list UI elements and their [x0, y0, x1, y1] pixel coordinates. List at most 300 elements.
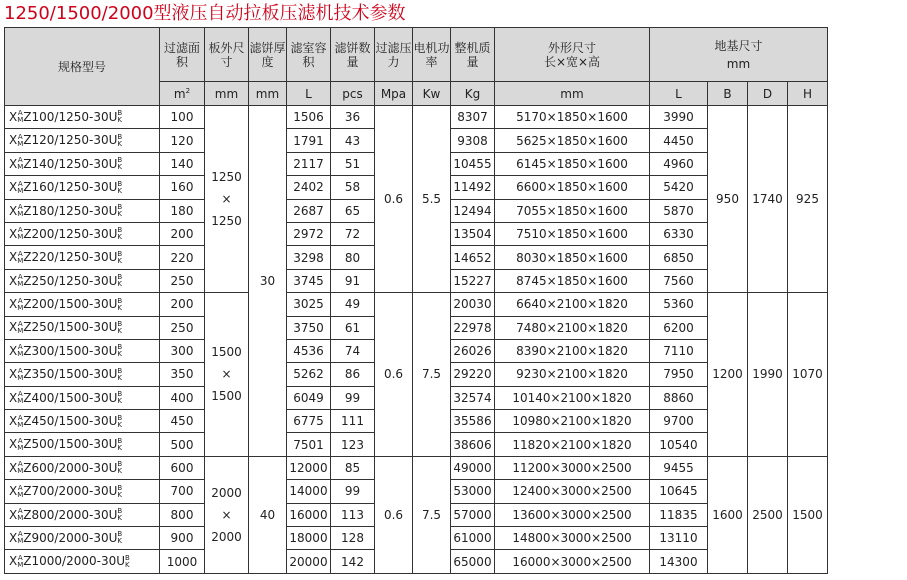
model-cell: [5, 222, 160, 245]
model-prefix: X: [9, 273, 18, 288]
model-suffix-sup: B: [117, 203, 123, 211]
model-suffix-sub: K: [117, 186, 122, 195]
model-suffix-marks: [117, 485, 122, 499]
cake-thickness-cell: 40: [249, 456, 287, 573]
weight-cell: 11492: [451, 176, 495, 199]
dims-cell: 6640×2100×1820: [495, 293, 650, 316]
model-suffix-sup: B: [117, 156, 123, 165]
model-prefix: X: [9, 320, 18, 335]
dims-cell: 14800×3000×2500: [495, 527, 650, 550]
header-model: 规格型号: [5, 28, 160, 106]
model-cell: [5, 480, 160, 503]
model-code: Z400/1500-30: [23, 390, 109, 405]
header-foundation-unit: mm: [726, 56, 751, 71]
weight-cell: 9308: [451, 129, 495, 152]
foundation-l-cell: 7560: [650, 269, 708, 292]
model-prefix-sub: M: [17, 139, 24, 148]
model-code: Z450/1500-30: [23, 414, 109, 429]
model-prefix: X: [9, 414, 18, 429]
header-weight: 整机质量: [451, 28, 495, 82]
model-prefix: X: [9, 203, 18, 218]
model-suffix: U: [108, 507, 118, 522]
weight-cell: 26026: [451, 339, 495, 362]
foundation-l-cell: 5360: [650, 293, 708, 316]
model-code: Z220/1250-30: [23, 250, 109, 265]
header-foundation-b: B: [708, 82, 748, 106]
cake-count-cell: 123: [331, 433, 375, 456]
model-suffix-marks: [125, 555, 130, 569]
area-cell: 120: [160, 129, 205, 152]
dims-cell: 6600×1850×1600: [495, 176, 650, 199]
model-suffix-sup: B: [117, 460, 123, 469]
model-suffix: U: [108, 460, 118, 475]
model-suffix-marks: [117, 251, 122, 265]
model-suffix-sub: K: [117, 139, 122, 148]
cake-count-cell: 111: [331, 410, 375, 433]
model-prefix: X: [9, 367, 18, 382]
model-suffix: U: [108, 273, 118, 288]
model-suffix-sub: K: [117, 163, 122, 172]
model-cell: [5, 550, 160, 573]
model-prefix: X: [9, 250, 18, 265]
foundation-l-cell: 7950: [650, 363, 708, 386]
volume-cell: 18000: [287, 527, 331, 550]
table-row: [5, 106, 828, 129]
model-prefix-sup: A: [17, 436, 23, 445]
cake-count-cell: 80: [331, 246, 375, 269]
plate-size-part: ×: [221, 192, 232, 207]
dims-cell: 7055×1850×1600: [495, 199, 650, 222]
model-prefix-sup: A: [17, 507, 23, 516]
model-code: Z1000/2000-30: [23, 554, 117, 569]
plate-size-stack: [211, 166, 242, 232]
model-cell: [5, 246, 160, 269]
table-header: [5, 28, 828, 106]
area-cell: 100: [160, 106, 205, 129]
model-suffix-sup: B: [117, 366, 123, 375]
model-suffix-sub: K: [117, 233, 122, 242]
cake-count-cell: 85: [331, 456, 375, 479]
model-prefix-sup: A: [17, 553, 23, 562]
area-cell: 800: [160, 503, 205, 526]
weight-cell: 20030: [451, 293, 495, 316]
unit-volume: L: [287, 82, 331, 106]
cake-count-cell: 43: [331, 129, 375, 152]
unit-plate: mm: [205, 82, 249, 106]
area-cell: 180: [160, 199, 205, 222]
model-code: Z180/1250-30: [23, 203, 109, 218]
cake-count-cell: 58: [331, 176, 375, 199]
model-suffix-sup: B: [117, 413, 123, 422]
weight-cell: 14652: [451, 246, 495, 269]
model-suffix-sub: K: [117, 303, 122, 312]
dims-cell: 12400×3000×2500: [495, 480, 650, 503]
cake-count-cell: 72: [331, 222, 375, 245]
model-suffix-marks: [117, 204, 122, 218]
model-suffix: U: [108, 180, 118, 195]
model-prefix-sup: A: [17, 132, 23, 141]
model-code: Z800/2000-30: [23, 507, 109, 522]
cake-thickness-cell: 30: [249, 106, 287, 457]
dims-cell: 8030×1850×1600: [495, 246, 650, 269]
cake-count-cell: 128: [331, 527, 375, 550]
model-code: Z350/1500-30: [23, 367, 109, 382]
model-suffix-sub: K: [117, 537, 122, 546]
model-cell: [5, 152, 160, 175]
model-prefix: X: [9, 297, 18, 312]
volume-cell: 4536: [287, 339, 331, 362]
model-prefix-sub: M: [17, 116, 24, 125]
volume-cell: 2972: [287, 222, 331, 245]
plate-size-part: 2000: [211, 485, 242, 500]
model-suffix: U: [108, 226, 118, 241]
model-prefix-sub: M: [17, 514, 24, 523]
model-cell: [5, 269, 160, 292]
power-cell: 7.5: [413, 293, 451, 457]
foundation-d-cell: 1990: [748, 293, 788, 457]
unit-area-exp: 2: [185, 86, 191, 95]
model-prefix-sup: A: [17, 249, 23, 258]
model-prefix-sup: A: [17, 273, 23, 282]
model-cell: [5, 527, 160, 550]
volume-cell: 6775: [287, 410, 331, 433]
foundation-l-cell: 8860: [650, 386, 708, 409]
plate-size-part: ×: [221, 367, 232, 382]
dims-cell: 6145×1850×1600: [495, 152, 650, 175]
spec-table: [4, 27, 828, 574]
foundation-l-cell: 9700: [650, 410, 708, 433]
model-suffix-marks: [117, 227, 122, 241]
model-suffix-sup: B: [117, 483, 123, 492]
cake-count-cell: 91: [331, 269, 375, 292]
dims-cell: 8745×1850×1600: [495, 269, 650, 292]
model-prefix-sub: M: [17, 186, 24, 195]
dims-cell: 11200×3000×2500: [495, 456, 650, 479]
model-prefix: X: [9, 554, 18, 569]
plate-size-cell: [205, 293, 249, 457]
weight-cell: 65000: [451, 550, 495, 573]
model-prefix: X: [9, 530, 18, 545]
model-prefix-sup: A: [17, 390, 23, 399]
header-dims: [495, 28, 650, 82]
plate-size-part: ×: [221, 507, 232, 522]
model-suffix-sup: B: [117, 179, 123, 188]
model-prefix-sup: A: [17, 226, 23, 235]
area-cell: 1000: [160, 550, 205, 573]
model-prefix-sup: A: [17, 319, 23, 328]
foundation-l-cell: 10540: [650, 433, 708, 456]
volume-cell: 2687: [287, 199, 331, 222]
unit-cake: mm: [249, 82, 287, 106]
table-row: [5, 456, 828, 479]
model-cell: [5, 503, 160, 526]
model-suffix-marks: [117, 461, 122, 475]
model-suffix: U: [108, 109, 118, 124]
model-prefix: X: [9, 484, 18, 499]
model-cell: [5, 339, 160, 362]
model-suffix-marks: [117, 391, 122, 405]
plate-size-cell: [205, 106, 249, 293]
header-cake: 滤饼厚度: [249, 28, 287, 82]
model-code: Z500/1500-30: [23, 437, 109, 452]
dims-cell: 5170×1850×1600: [495, 106, 650, 129]
model-prefix-sub: M: [17, 443, 24, 452]
cake-count-cell: 51: [331, 152, 375, 175]
plate-size-part: 1250: [211, 170, 242, 185]
model-suffix-sup: B: [117, 436, 123, 445]
model-prefix: X: [9, 437, 18, 452]
area-cell: 200: [160, 222, 205, 245]
model-suffix: U: [116, 554, 126, 569]
weight-cell: 61000: [451, 527, 495, 550]
foundation-l-cell: 13110: [650, 527, 708, 550]
model-suffix-sub: K: [117, 514, 122, 523]
area-cell: 200: [160, 293, 205, 316]
model-suffix-marks: [117, 134, 122, 148]
cake-count-cell: 142: [331, 550, 375, 573]
weight-cell: 49000: [451, 456, 495, 479]
model-suffix: U: [108, 390, 118, 405]
model-prefix-sup: A: [17, 460, 23, 469]
volume-cell: 2402: [287, 176, 331, 199]
header-dims-sub: 长×宽×高: [543, 54, 601, 69]
unit-weight: Kg: [451, 82, 495, 106]
model-prefix-sup: A: [17, 296, 23, 305]
model-suffix-marks: [117, 344, 122, 358]
model-suffix-marks: [117, 415, 122, 429]
table-row: [5, 293, 828, 316]
foundation-l-cell: 14300: [650, 550, 708, 573]
model-prefix-sub: M: [17, 163, 24, 172]
header-volume: 滤室容积: [287, 28, 331, 82]
model-code: Z140/1250-30: [23, 156, 109, 171]
model-cell: [5, 410, 160, 433]
weight-cell: 29220: [451, 363, 495, 386]
model-prefix-sub: M: [17, 280, 24, 289]
header-foundation-label: 地基尺寸: [714, 38, 763, 53]
foundation-l-cell: 5870: [650, 199, 708, 222]
foundation-d-cell: 1740: [748, 106, 788, 293]
volume-cell: 3745: [287, 269, 331, 292]
volume-cell: 1506: [287, 106, 331, 129]
model-suffix-sup: B: [117, 319, 123, 328]
model-suffix-sup: B: [117, 296, 123, 305]
area-cell: 450: [160, 410, 205, 433]
model-suffix-sup: B: [117, 226, 123, 235]
model-suffix-sub: K: [117, 210, 122, 218]
header-area: 过滤面积: [160, 28, 205, 82]
model-suffix: U: [108, 156, 118, 171]
model-prefix-sub: M: [17, 467, 24, 476]
foundation-l-cell: 10645: [650, 480, 708, 503]
header-foundation: [650, 28, 828, 82]
model-suffix-sub: K: [125, 560, 130, 569]
model-suffix-marks: [117, 298, 122, 312]
model-suffix-sub: K: [117, 280, 122, 289]
unit-dims: mm: [495, 82, 650, 106]
model-cell: [5, 316, 160, 339]
model-code: Z160/1250-30: [23, 180, 109, 195]
model-code: Z100/1250-30: [23, 109, 109, 124]
area-cell: 250: [160, 269, 205, 292]
model-suffix: U: [108, 414, 118, 429]
model-suffix-sub: K: [117, 373, 122, 382]
power-cell: 5.5: [413, 106, 451, 293]
model-suffix-sub: K: [117, 116, 122, 125]
dims-cell: 7510×1850×1600: [495, 222, 650, 245]
cake-count-cell: 74: [331, 339, 375, 362]
volume-cell: 7501: [287, 433, 331, 456]
weight-cell: 12494: [451, 199, 495, 222]
model-suffix-marks: [117, 321, 122, 335]
model-prefix: X: [9, 226, 18, 241]
model-prefix: X: [9, 109, 18, 124]
plate-size-part: 1500: [211, 389, 242, 404]
unit-area: [160, 82, 205, 106]
header-power: 电机功率: [413, 28, 451, 82]
model-prefix-sup: A: [17, 413, 23, 422]
model-cell: [5, 433, 160, 456]
dims-cell: 10140×2100×1820: [495, 386, 650, 409]
plate-size-stack: [211, 482, 242, 548]
foundation-l-cell: 6200: [650, 316, 708, 339]
cake-count-cell: 113: [331, 503, 375, 526]
model-prefix-sup: A: [17, 483, 23, 492]
volume-cell: 14000: [287, 480, 331, 503]
area-cell: 700: [160, 480, 205, 503]
model-suffix-sub: K: [117, 326, 122, 335]
plate-size-part: 1500: [211, 345, 242, 360]
dims-cell: 9230×2100×1820: [495, 363, 650, 386]
model-code: Z200/1250-30: [23, 226, 109, 241]
dims-cell: 11820×2100×1820: [495, 433, 650, 456]
model-suffix-marks: [117, 181, 122, 195]
cake-count-cell: 61: [331, 316, 375, 339]
foundation-d-cell: 2500: [748, 456, 788, 573]
model-prefix-sub: M: [17, 397, 24, 406]
model-suffix-sup: B: [117, 132, 123, 141]
model-prefix-sup: A: [17, 109, 23, 118]
volume-cell: 3025: [287, 293, 331, 316]
cake-count-cell: 86: [331, 363, 375, 386]
volume-cell: 6049: [287, 386, 331, 409]
pressure-cell: 0.6: [375, 293, 413, 457]
model-prefix-sup: A: [17, 343, 23, 352]
model-suffix-marks: [117, 531, 122, 545]
weight-cell: 10455: [451, 152, 495, 175]
header-plate: 板外尺寸: [205, 28, 249, 82]
model-suffix-marks: [117, 110, 122, 124]
foundation-b-cell: 950: [708, 106, 748, 293]
model-prefix-sub: M: [17, 350, 24, 359]
model-cell: [5, 176, 160, 199]
header-dims-label: 外形尺寸: [547, 40, 596, 55]
weight-cell: 38606: [451, 433, 495, 456]
area-cell: 250: [160, 316, 205, 339]
model-suffix-sub: K: [117, 350, 122, 359]
model-suffix-sub: K: [117, 397, 122, 406]
model-suffix: U: [108, 343, 118, 358]
model-cell: [5, 106, 160, 129]
weight-cell: 15227: [451, 269, 495, 292]
model-suffix-sub: K: [117, 420, 122, 429]
foundation-h-cell: 1070: [788, 293, 828, 457]
foundation-l-cell: 6850: [650, 246, 708, 269]
volume-cell: 3298: [287, 246, 331, 269]
foundation-l-cell: 5420: [650, 176, 708, 199]
model-suffix-marks: [117, 508, 122, 522]
model-suffix: U: [108, 484, 118, 499]
model-suffix-sup: B: [117, 343, 123, 352]
model-suffix-marks: [117, 368, 122, 382]
weight-cell: 35586: [451, 410, 495, 433]
model-code: Z250/1250-30: [23, 273, 109, 288]
model-prefix-sub: M: [17, 560, 24, 569]
foundation-l-cell: 4960: [650, 152, 708, 175]
model-suffix-marks: [117, 157, 122, 171]
weight-cell: 57000: [451, 503, 495, 526]
header-pressure: 过滤压力: [375, 28, 413, 82]
model-suffix-sup: B: [117, 530, 123, 539]
area-cell: 400: [160, 386, 205, 409]
dims-cell: 16000×3000×2500: [495, 550, 650, 573]
model-prefix-sup: A: [17, 179, 23, 188]
foundation-l-cell: 7110: [650, 339, 708, 362]
model-suffix: U: [108, 133, 118, 148]
model-prefix: X: [9, 343, 18, 358]
unit-power: Kw: [413, 82, 451, 106]
table-body: [5, 106, 828, 574]
model-prefix-sub: M: [17, 233, 24, 242]
model-suffix: U: [108, 203, 118, 218]
model-prefix-sub: M: [17, 326, 24, 335]
power-cell: 7.5: [413, 456, 451, 573]
volume-cell: 12000: [287, 456, 331, 479]
foundation-b-cell: 1200: [708, 293, 748, 457]
header-count: 滤饼数量: [331, 28, 375, 82]
weight-cell: 13504: [451, 222, 495, 245]
model-suffix-sup: B: [117, 507, 123, 516]
header-foundation-d: D: [748, 82, 788, 106]
cake-count-cell: 65: [331, 199, 375, 222]
model-suffix-sup: B: [117, 273, 123, 282]
pressure-cell: 0.6: [375, 456, 413, 573]
foundation-l-cell: 6330: [650, 222, 708, 245]
model-prefix: X: [9, 390, 18, 405]
model-prefix-sub: M: [17, 256, 24, 265]
model-suffix: U: [108, 297, 118, 312]
foundation-b-cell: 1600: [708, 456, 748, 573]
model-suffix-sub: K: [117, 467, 122, 476]
foundation-l-cell: 9455: [650, 456, 708, 479]
weight-cell: 53000: [451, 480, 495, 503]
model-prefix-sup: A: [17, 366, 23, 375]
area-cell: 140: [160, 152, 205, 175]
area-cell: 600: [160, 456, 205, 479]
weight-cell: 32574: [451, 386, 495, 409]
model-cell: [5, 199, 160, 222]
pressure-cell: 0.6: [375, 106, 413, 293]
dims-cell: 7480×2100×1820: [495, 316, 650, 339]
model-suffix-marks: [117, 274, 122, 288]
model-cell: [5, 456, 160, 479]
model-suffix-sup: B: [117, 390, 123, 399]
header-foundation-l: L: [650, 82, 708, 106]
volume-cell: 20000: [287, 550, 331, 573]
foundation-l-cell: 11835: [650, 503, 708, 526]
foundation-h-cell: 925: [788, 106, 828, 293]
model-code: Z700/2000-30: [23, 484, 109, 499]
